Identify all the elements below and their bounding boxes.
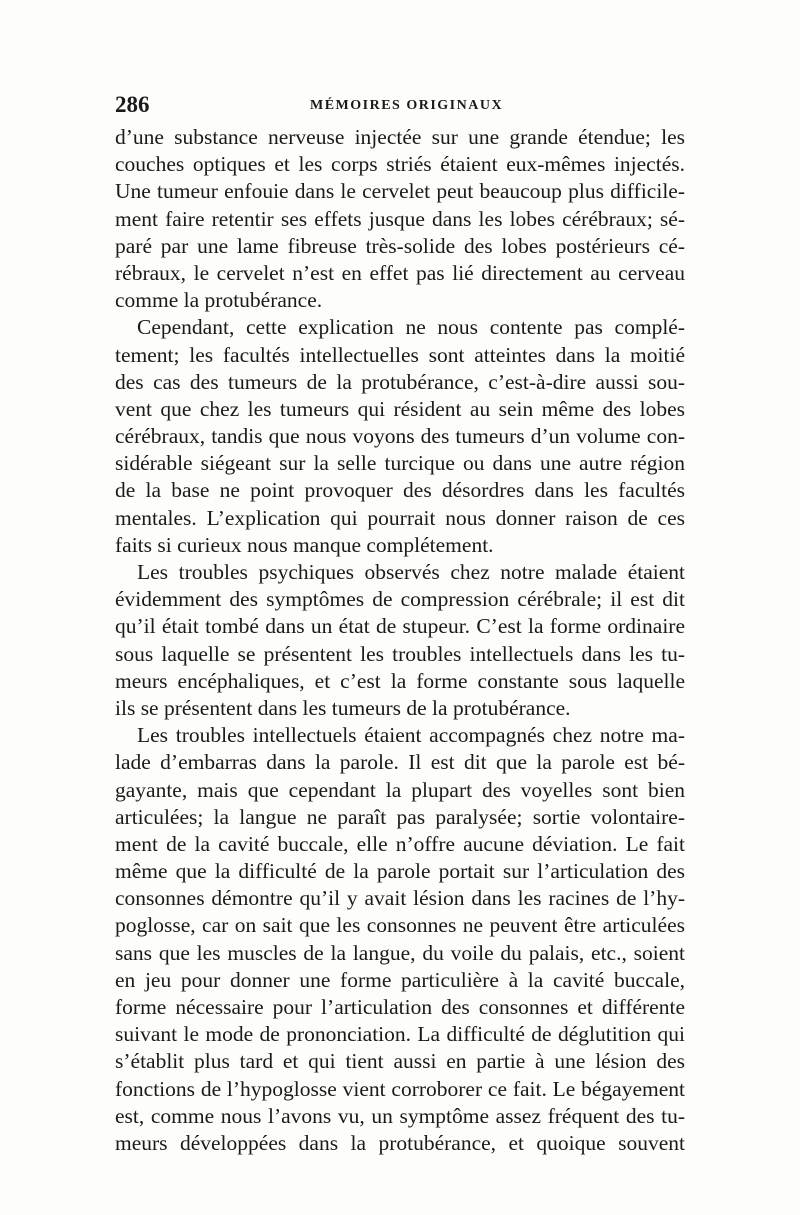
text-line: évidemment des symptômes de compression cérébrale; il est dit: [115, 587, 685, 612]
text-line: forme nécessaire pour l’articulation des consonnes et différente: [115, 995, 685, 1019]
text-line: tement; les facultés intellectuelles sont atteintes dans la moitié: [115, 342, 685, 367]
page-header: [115, 92, 685, 122]
text-line: couches optiques et les corps striés étaient eux-mêmes injectés.: [115, 152, 685, 177]
text-line: lade d’embarras dans la parole. Il est dit que la parole est bé-: [115, 750, 685, 775]
text-line: articulées; la langue ne paraît pas paralysée; sortie volontaire-: [115, 804, 685, 829]
body-text: [115, 124, 685, 1157]
text-line: ils se présentent dans les tumeurs de la protubérance.: [115, 695, 571, 720]
text-line: en jeu pour donner une forme particulière à la cavité buccale,: [115, 967, 685, 992]
text-line: suivant le mode de prononciation. La difficulté de déglutition qui: [115, 1022, 685, 1047]
text-line: sous laquelle se présentent les troubles intellectuels dans les tu-: [115, 641, 685, 666]
text-line: s’établit plus tard et qui tient aussi en partie à une lésion des: [115, 1049, 685, 1074]
text-line: consonnes démontre qu’il y avait lésion dans les racines de l’hy-: [115, 886, 685, 911]
text-line: gayante, mais que cependant la plupart des voyelles sont bien: [115, 777, 685, 802]
text-line: Les troubles intellectuels étaient accompagnés chez notre ma-: [137, 723, 685, 748]
text-line: sidérable siégeant sur la selle turcique ou dans une autre région: [115, 451, 685, 476]
text-line: paré par une lame fibreuse très-solide des lobes postérieurs cé-: [115, 233, 685, 258]
page-number: 286: [115, 92, 150, 117]
text-line: ment de la cavité buccale, elle n’offre aucune déviation. Le fait: [115, 831, 685, 856]
text-line: mentales. L’explication qui pourrait nous donner raison de ces: [115, 505, 685, 530]
text-line: meurs développées dans la protubérance, et quoique souvent: [115, 1130, 685, 1155]
text-line: même que la difficulté de la parole portait sur l’articulation des: [115, 859, 685, 884]
text-line: de la base ne point provoquer des désordres dans les facultés: [115, 478, 685, 503]
text-line: rébraux, le cervelet n’est en effet pas lié directement au cerveau: [115, 260, 685, 285]
text-line: meurs encéphaliques, et c’est la forme constante sous laquelle: [115, 668, 685, 693]
text-line: qu’il était tombé dans un état de stupeur. C’est la forme ordinaire: [115, 614, 685, 639]
text-line: est, comme nous l’avons vu, un symptôme assez fréquent des tu-: [115, 1103, 685, 1128]
text-line: des cas des tumeurs de la protubérance, c’est-à-dire aussi sou-: [115, 369, 685, 394]
text-line: d’une substance nerveuse injectée sur une grande étendue; les: [115, 125, 685, 149]
text-line: Une tumeur enfouie dans le cervelet peut beaucoup plus difficile-: [115, 179, 685, 204]
text-line: faits si curieux nous manque complétement.: [115, 532, 494, 557]
text-line: comme la protubérance.: [115, 288, 323, 313]
text-line: fonctions de l’hypoglosse vient corroborer ce fait. Le bégayement: [115, 1076, 685, 1101]
text-line: vent que chez les tumeurs qui résident au sein même des lobes: [115, 396, 685, 421]
text-line: sans que les muscles de la langue, du voile du palais, etc., soient: [115, 940, 685, 965]
text-line: poglosse, car on sait que les consonnes ne peuvent être articulées: [115, 913, 685, 938]
text-line: Cependant, cette explication ne nous contente pas complé-: [137, 315, 685, 340]
running-head: MÉMOIRES ORIGINAUX: [310, 98, 504, 113]
text-line: cérébraux, tandis que nous voyons des tumeurs d’un volume con-: [115, 424, 685, 449]
text-line: ment faire retentir ses effets jusque dans les lobes cérébraux; sé-: [115, 206, 685, 231]
text-line: Les troubles psychiques observés chez notre malade étaient: [137, 560, 685, 584]
